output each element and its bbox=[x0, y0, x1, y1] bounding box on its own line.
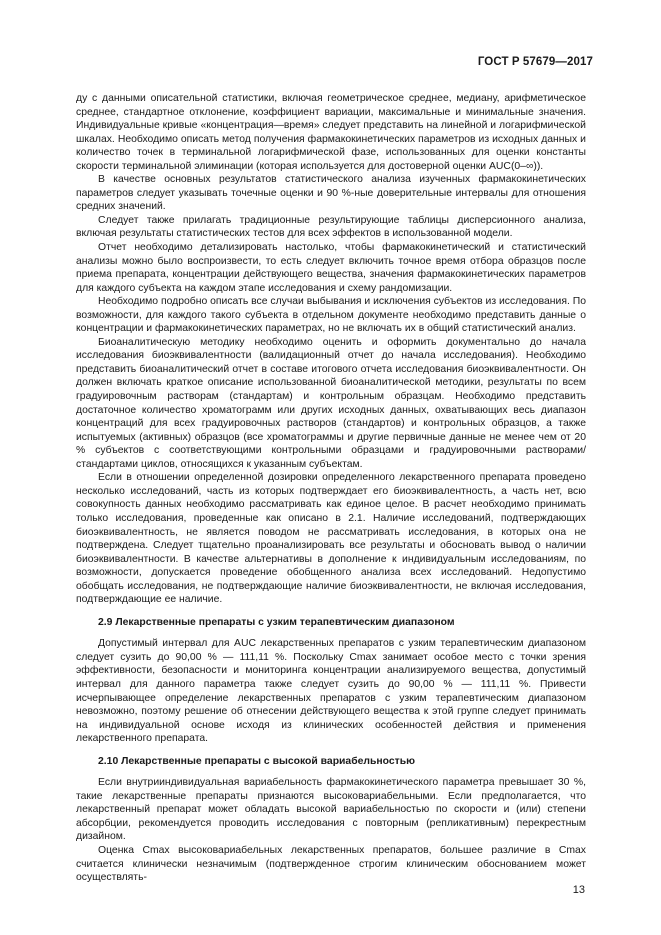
section-heading-2-10: 2.10 Лекарственные препараты с высокой вариабельностью bbox=[98, 755, 416, 767]
paragraph: В качестве основных результатов статистического анализа изученных фармакокинетических параметров следует указывать точечные оценки и 90 %-ные доверительные интервалы для отношения средних значений. bbox=[76, 174, 586, 213]
paragraph: Отчет необходимо детализировать настолько, чтобы фармакокинетический и статистический анализы можно было воспроизвести, то есть следует включить точное время отбора образцов после приема препарата, концентрации действующего вещества, значения фармакокинетических параметров для каждого субъекта на каждом этапе исследования и схему рандомизации. bbox=[76, 242, 586, 294]
section-heading-2-9: 2.9 Лекарственные препараты с узким терапевтическим диапазоном bbox=[98, 616, 455, 628]
paragraph: Биоаналитическую методику необходимо оценить и оформить документально до начала исследования биоэквивалентности (валидационный отчет до начала исследования). Необходимо представить биоаналитический отчет в составе итогового отчета исследования биоэквивалентности. Он должен включать краткое описание использованной биоаналитической методики, результаты по всем градуировочным растворам (стандартам) и контрольным образцам. Необходимо представить достаточное количество хроматограмм или других исходных данных, охватывающих весь диапазон концентраций для всех градуировочных растворов (стандартов) и контрольных образцов, а также испытуемых (активных) образцов (все хроматограммы и другие первичные данные не менее чем от 20 % субъектов с соответствующими контрольными образцами и градуировочными растворами/стандартами циклов, относящихся к указанным субъектам. bbox=[76, 336, 586, 470]
paragraph: Если в отношении определенной дозировки определенного лекарственного препарата проведено несколько исследований, часть из которых подтверждает его биоэквивалентность, а часть нет, всю совокупность данных необходимо рассматривать как единое целое. В расчет необходимо принимать только исследования, проведенные как описано в 2.1. Наличие исследований, подтверждающих биоэквивалентность, не является поводом не рассматривать исследования, в которых она не подтверждена. Следует тщательно проанализировать все результаты и обосновать вывод о наличии биоэквивалентности. В качестве альтернативы в дополнение к индивидуальным исследованиям, по возможности, допускается проведение обобщенного анализа всех исследований. Недопустимо обобщать исследования, не подтверждающие наличие биоэквивалентности, не включая исследования, подтверждающие ее наличие. bbox=[76, 472, 586, 606]
paragraph: Допустимый интервал для AUC лекарственных препаратов с узким терапевтическим диапазоном следует сузить до 90,00 % — 111,11 %. Поскольку Cmax занимает особое место с точки зрения эффективности, безопасности и мониторинга концентрации анализируемого вещества, допустимый интервал для данного параметра также следует сузить до 90,00 % — 111,11 %. Привести исчерпывающее определение лекарственных препаратов с узким терапевтическим диапазоном невозможно, поэтому решение об отнесении действующего вещества к этой группе следует принимать на индивидуальной основе исходя из клинических особенностей действия и применения лекарственного препарата. bbox=[76, 638, 586, 745]
document-body bbox=[76, 92, 586, 885]
paragraph: Необходимо подробно описать все случаи выбывания и исключения субъектов из исследования. По возможности, для каждого такого субъекта в отдельном документе необходимо представить данные о концентрации и фармакокинетических параметрах, но не включать их в общий статистический анализ. bbox=[76, 296, 586, 335]
page-number: 13 bbox=[572, 884, 585, 896]
standard-designation: ГОСТ Р 57679—2017 bbox=[477, 56, 593, 68]
paragraph-continuation: ду с данными описательной статистики, включая геометрическое среднее, медиану, арифметическое среднее, стандартное отклонение, коэффициент вариации, максимальные и минимальные значения. Индивидуальные кривые «концентрация—время» следует представить на линейной и логарифмической шкалах. Необходимо описать метод получения фармакокинетических параметров из исходных данных и количество точек в терминальной логарифмической фазе, использованных для оценки константы скорости терминальной элиминации (которая используется для достоверной оценки AUC(0–∞)). bbox=[76, 93, 586, 172]
paragraph: Оценка Cmax высоковариабельных лекарственных препаратов, большее различие в Cmax считается клинически незначимым (подтвержденное строгим клиническим обоснованием может осуществлять- bbox=[76, 844, 586, 884]
paragraph: Следует также прилагать традиционные результирующие таблицы дисперсионного анализа, включая результаты статистических тестов для всех эффектов в использованной модели. bbox=[76, 214, 586, 240]
paragraph: Если внутрииндивидуальная вариабельность фармакокинетического параметра превышает 30 %, такие лекарственные препараты признаются высоковариабельными. Если предполагается, что лекарственный препарат может обладать высокой вариабельностью по скорости и (или) степени абсорбции, рекомендуется проводить исследования с повторным (репликативным) перекрестным дизайном. bbox=[76, 777, 586, 843]
